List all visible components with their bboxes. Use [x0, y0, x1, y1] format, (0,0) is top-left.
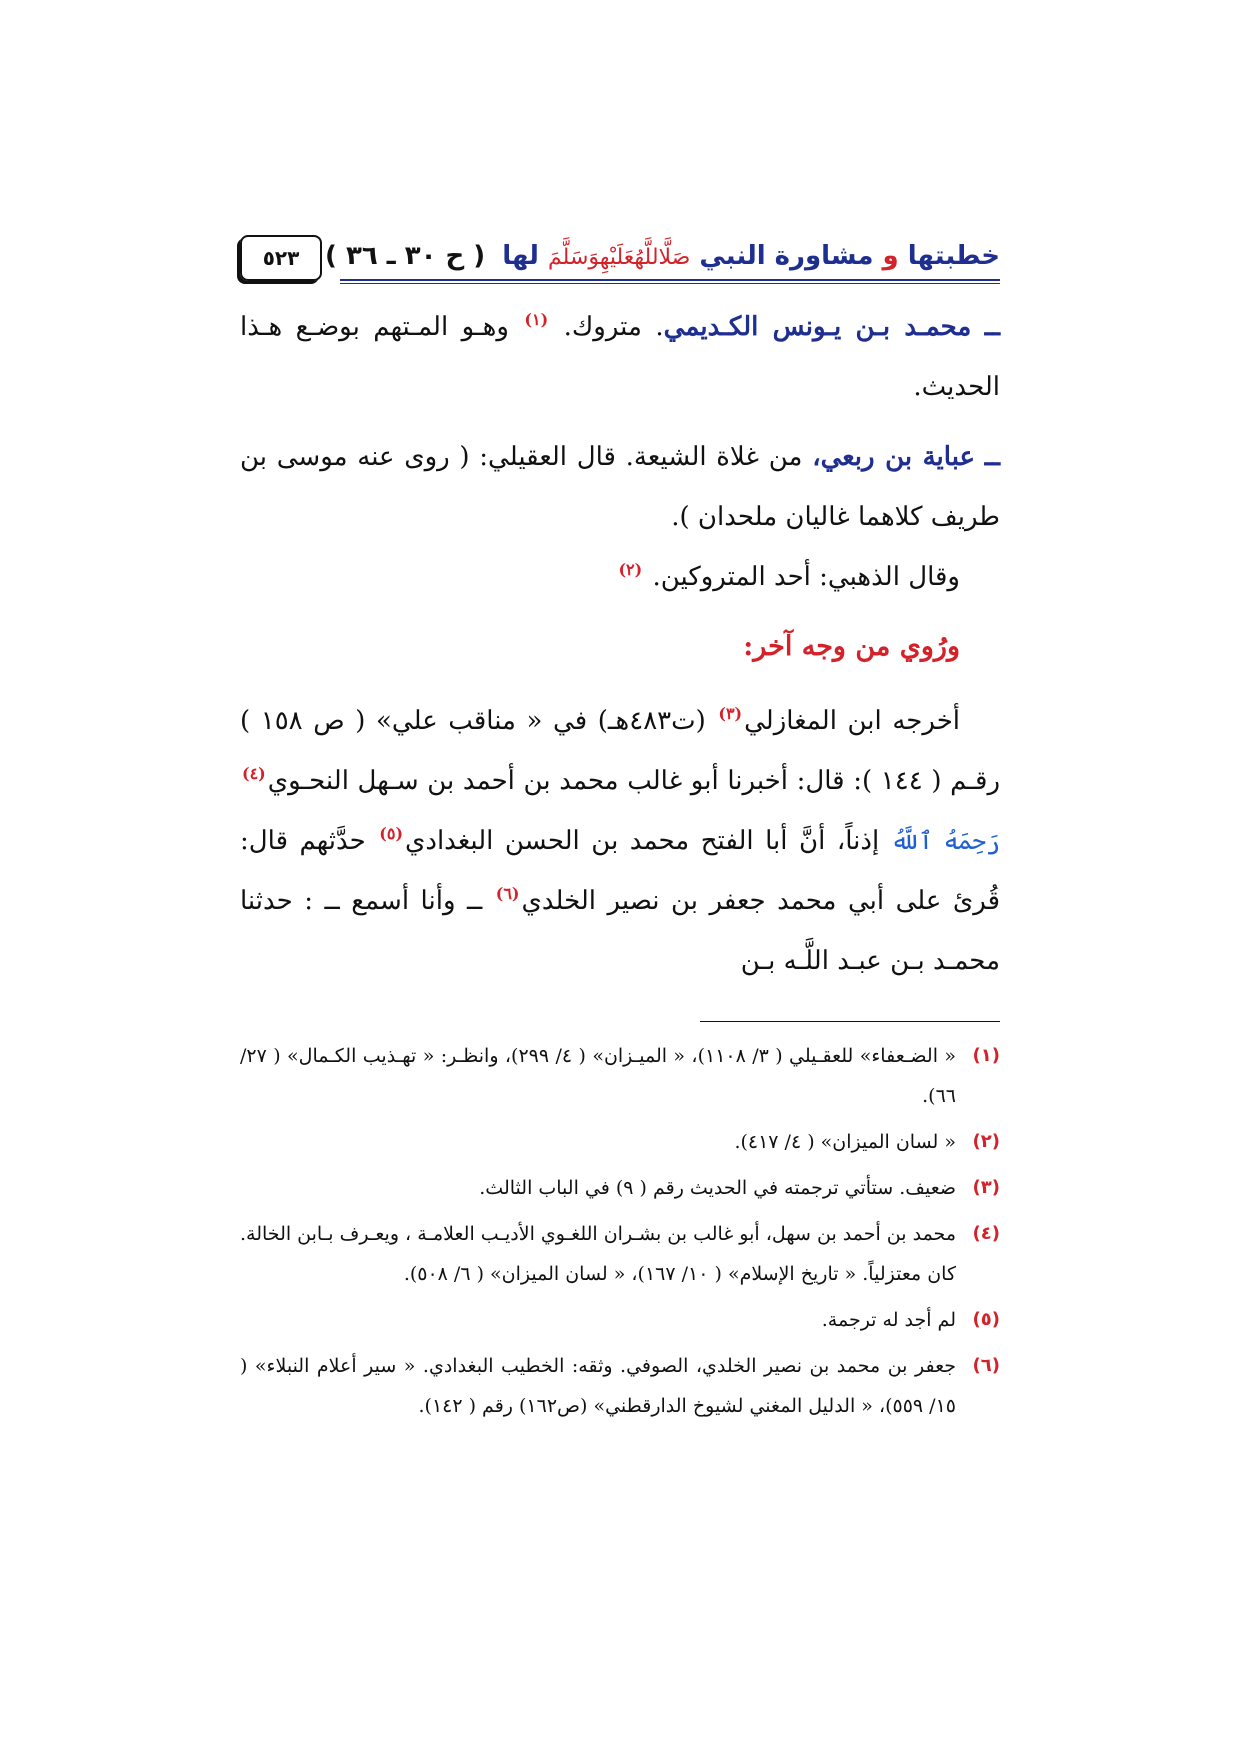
paragraph-kudaymi [240, 297, 1000, 417]
footnote [240, 1122, 1000, 1162]
text: . متروك. [563, 312, 664, 342]
footnote [240, 1300, 1000, 1340]
footnote-ref[interactable]: (٢) [618, 560, 643, 580]
header-rule [340, 279, 1000, 284]
header-title-part1: خطبتها [907, 241, 1000, 271]
text: حدَّثهم قال: قُرئ على أبي محمد جعفر بن نصير الخلدي [240, 826, 1001, 916]
footnote-text: « الضـعفاء» للعقـيلي ( ٣/ ١١٠٨)، « الميـزان» ( ٤/ ٢٩٩)، وانظـر: « تهـذيب الكـمال» ( ٢٧/ ٦٦). [240, 1045, 956, 1107]
footnote-text: « لسان الميزان» ( ٤/ ٤١٧). [734, 1131, 956, 1153]
page-number [240, 235, 322, 281]
text: ــ وأنا أسمع ــ : حدثنا محمـد بـن عبـد اللَّـه بـن [240, 886, 1000, 976]
honorific-glyph: رَحِمَهُ ٱللَّهُ [890, 827, 1001, 855]
footnote-ref[interactable]: (٣) [718, 704, 743, 724]
footnote-number: (٤) [972, 1223, 1000, 1244]
footnote-text: لم أجد له ترجمة. [821, 1309, 956, 1331]
header-title [325, 241, 1000, 271]
header-title-part3: لها [502, 241, 539, 271]
narrator-name: عباية بن ربعي، [812, 442, 976, 472]
footnote [240, 1346, 1000, 1426]
page-number-text: ٥٢٣ [262, 246, 300, 270]
paragraph-dhahabi [240, 547, 1000, 607]
footnote [240, 1168, 1000, 1208]
text: من غلاة الشيعة. قال العقيلي: ( روى عنه موسى بن طريف كلاهما غاليان ملحدان ). [240, 442, 1000, 532]
paragraph-abaya [240, 427, 1000, 547]
footnote-text: جعفر بن محمد بن نصير الخلدي، الصوفي. وثقه: الخطيب البغدادي. « سير أعلام النبلاء» ( ١٥/ ٥٥٩)، « الدليل المغني لشيوخ الدارقطني» (ص١٦٢) رقم ( ١٤٢). [240, 1355, 956, 1417]
text: (ت٤٨٣هـ) في « مناقب علي» ( ص ١٥٨ ) رقـم ( ١٤٤ ): قال: أخبرنا أبو غالب محمد بن أحمد بن سـهل النحـوي [240, 706, 1000, 796]
text: وقال الذهبي: أحد المتروكين. [652, 562, 960, 592]
footnote-number: (١) [972, 1045, 1000, 1066]
footnote-number: (٥) [972, 1309, 1000, 1330]
text: وهـو المـتهم بوضـع هـذا الحديث. [240, 312, 1000, 402]
footnote-ref[interactable]: (٦) [495, 884, 520, 904]
footnote-text: ضعيف. ستأتي ترجمته في الحديث رقم ( ٩) في الباب الثالث. [479, 1177, 956, 1199]
dash: ــ [984, 442, 1001, 472]
footnote [240, 1036, 1000, 1116]
footnote-ref[interactable]: (١) [524, 310, 549, 330]
text: أخرجه ابن المغازلي [744, 706, 961, 736]
text: إذناً، أنَّ أبا الفتح محمد بن الحسن البغدادي [405, 826, 880, 856]
running-header [240, 235, 1000, 297]
section-heading: ورُوي من وجه آخر: [743, 631, 960, 662]
footnote-separator [700, 1021, 1000, 1022]
header-title-part2: مشاورة النبي [699, 241, 874, 271]
footnotes [240, 1036, 1000, 1426]
paragraph-ibn-maghazili [240, 691, 1000, 991]
page [240, 235, 1000, 1432]
body-text [240, 297, 1000, 991]
header-title-amp: و [882, 241, 899, 271]
footnote [240, 1214, 1000, 1294]
footnote-text: محمد بن أحمد بن سهل، أبو غالب بن بشـران اللغـوي الأديـب العلامـة ، ويعـرف بـابن الخالة. كان معتزلياً. « تاريخ الإسلام» ( ١٠/ ١٦٧)، « لسان الميزان» ( ٦/ ٥٠٨). [240, 1223, 956, 1285]
footnote-number: (٣) [972, 1177, 1000, 1198]
dash: ــ [984, 312, 1001, 342]
hadith-range: ( ح ٣٠ ـ ٣٦ ) [325, 241, 486, 271]
footnote-number: (٦) [972, 1355, 1000, 1376]
narrator-name: محمـد بـن يـونس الكـديمي [663, 312, 972, 342]
footnote-number: (٢) [972, 1131, 1000, 1152]
footnote-ref[interactable]: (٤) [242, 764, 266, 784]
footnote-ref[interactable]: (٥) [379, 824, 404, 844]
salawat-glyph: صَلَّاللَّهُعَلَيْهِوَسَلَّمَ [548, 245, 691, 270]
